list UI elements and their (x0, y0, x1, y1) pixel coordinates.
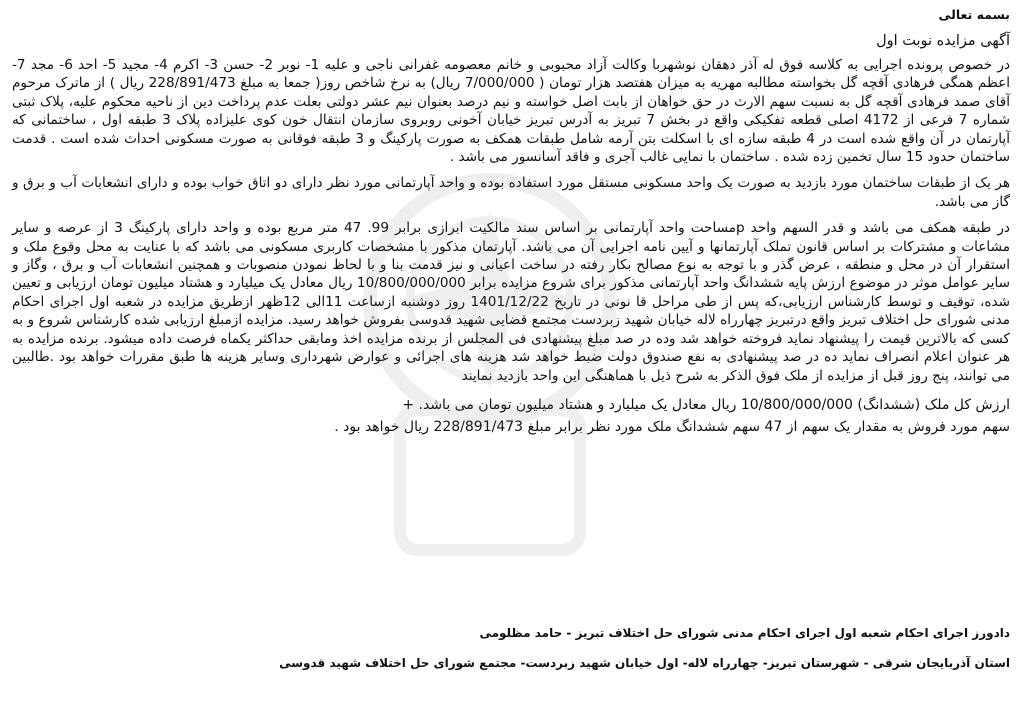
share-value-line: سهم مورد فروش به مقدار یک سهم از 47 سهم ششدانگ ملک مورد نظر برابر مبلغ 228/891/473 ریال خواهد بود . (334, 418, 1010, 435)
bismillah-heading: بسمه تعالی (938, 7, 1010, 22)
paragraph-auction-terms: در طبقه همکف می باشد و قدر السهم واحد pمساحت واحد آپارتمانی بر اساس سند مالکیت ابرازی برابر 99. 47 متر مربع بوده و واحد دارای پارکینگ 3 از عرصه و سایر مشاعات و مشترکات بر اساس قانون تملک آپارتمانها و آیین نامه اجرایی آن می باشد. آپارتمان مذکور با مشخصات کاربری مسکونی می باشد که با عنایت به محل وقوع ملک و استقرار آن در محل و منطقه ، عرض گذر و با توجه به نوع مصالح بکار رفته در ساخت اعیانی و نیز قدمت بنا و با لحاظ نمودن منصوبات و همچنین انشعابات آب و برق ، وگاز و سایر عوامل موثر در موضوع ارزش پایه ششدانگ واحد آپارتمانی مذکور برای شروع مزایده برابر 10/800/000/000 ریال معادل یک میلیارد و هشتاد میلیون تومان ارزیابی و تعیین شده، توقیف و توسط کارشناس ارزیابی،که پس از طی مراحل قا نونی در تاریخ 1401/12/22 روز دوشنبه ازساعت 11الی 12ظهر ازطریق مزایده در شعبه اول اجرای احکام مدنی شورای حل اختلاف تبریز واقع درتبریز چهارراه لاله خیابان شهید زبردست مجتمع قضایی شهید قدوسی بفروش خواهد رسید. مزایده ازمبلغ ارزیابی شده کارشناس شروع و به کسی که بالاترین قیمت را پیشنهاد نماید فروخته خواهد شد وده در صد مبلغ پیشنهادی فی المجلس از برنده مزایده اخذ ومابقی حداکثر یکماه فرصت داده میشود. برنده مزایده به هر عنوان اعلام انصراف نماید ده در صد پیشنهادی به نفع صندوق دولت ضبط خواهد شد هزینه های اجرائی و عوارض شهرداری وسایر هزینه ها طبق مقررات خواهد بود .طالبین می توانند، پنج روز قبل از مزایده از ملک فوق الذکر به شرح ذیل با هماهنگی این واحد بازدید نمایند (12, 220, 1010, 384)
signature-block (12, 624, 1010, 672)
notice-title: آگهی مزایده نوبت اول (876, 33, 1010, 49)
total-value-line: ارزش کل ملک (ششدانگ) 10/800/000/000 ریال معادل یک میلیارد و هشتاد میلیون تومان می باشد. + (402, 396, 1010, 413)
paragraph-case-details: در خصوص پرونده اجرایی به کلاسه فوق له آذر دهقان نوشهربا وکالت آزاد محبوبی و خانم معصومه غفرانی ناجی و علیه 1- نوبر 2- حسن 3- اکرم 4- مجید 5- احد 6- مجد 7- اعظم همگی فرهادی آقچه گل بخواسته مطالبه مهریه به میزان هفتصد هزار تومان ( 7/000/000 ریال) به نرخ شاخص روز( جمعا به مبلغ 228/891/473 ریال ) از ماترک مرحوم آقای صمد فرهادی آقچه گل به نسبت سهم الارث در حق خواهان از بابت اصل خواسته و نیم درصد بعنوان نیم عشر دولتی بعلت عدم پرداخت دین از ناحیه محکوم علیه، پلاک ثبتی شماره 7 فرعی از 4172 اصلی قطعه تفکیکی واقع در بخش 7 تبریز به آدرس تبریز خیابان آخونی روبروی سازمان انتقال خون کوی علیزاده پلاک 3 طبقه اول ، ساختمانی که آپارتمان در آن واقع شده است در 4 طبقه سازه ای با اسکلت بتن آرمه شامل طبقات همکف به صورت پارکینگ و 3 طبقه فوقانی به صورت مسکونی احداث شده است . قدمت ساختمان حدود 15 سال تخمین زده شده . ساختمان با نمایی غالب آجری و فاقد آسانسور می باشد . (12, 57, 1011, 166)
paragraph-unit-description: هر یک از طبقات ساختمان مورد بازدید به صورت یک واحد مسکونی مستقل مورد استفاده بوده و واحد آپارتمانی مورد نظر دارای دو اتاق خواب بوده و دارای انشعابات آب و برق و گاز می باشد. (12, 175, 1010, 210)
signature-officer: دادورز اجرای احکام شعبه اول اجرای احکام مدنی شورای حل اختلاف تبریز - حامد مظلومی (479, 626, 1010, 640)
signature-address: استان آذربایجان شرقی - شهرستان تبریز- چهارراه لاله- اول خیابان شهید زبردست- مجتمع شورای حل اختلاف شهید قدوسی (279, 656, 1010, 670)
